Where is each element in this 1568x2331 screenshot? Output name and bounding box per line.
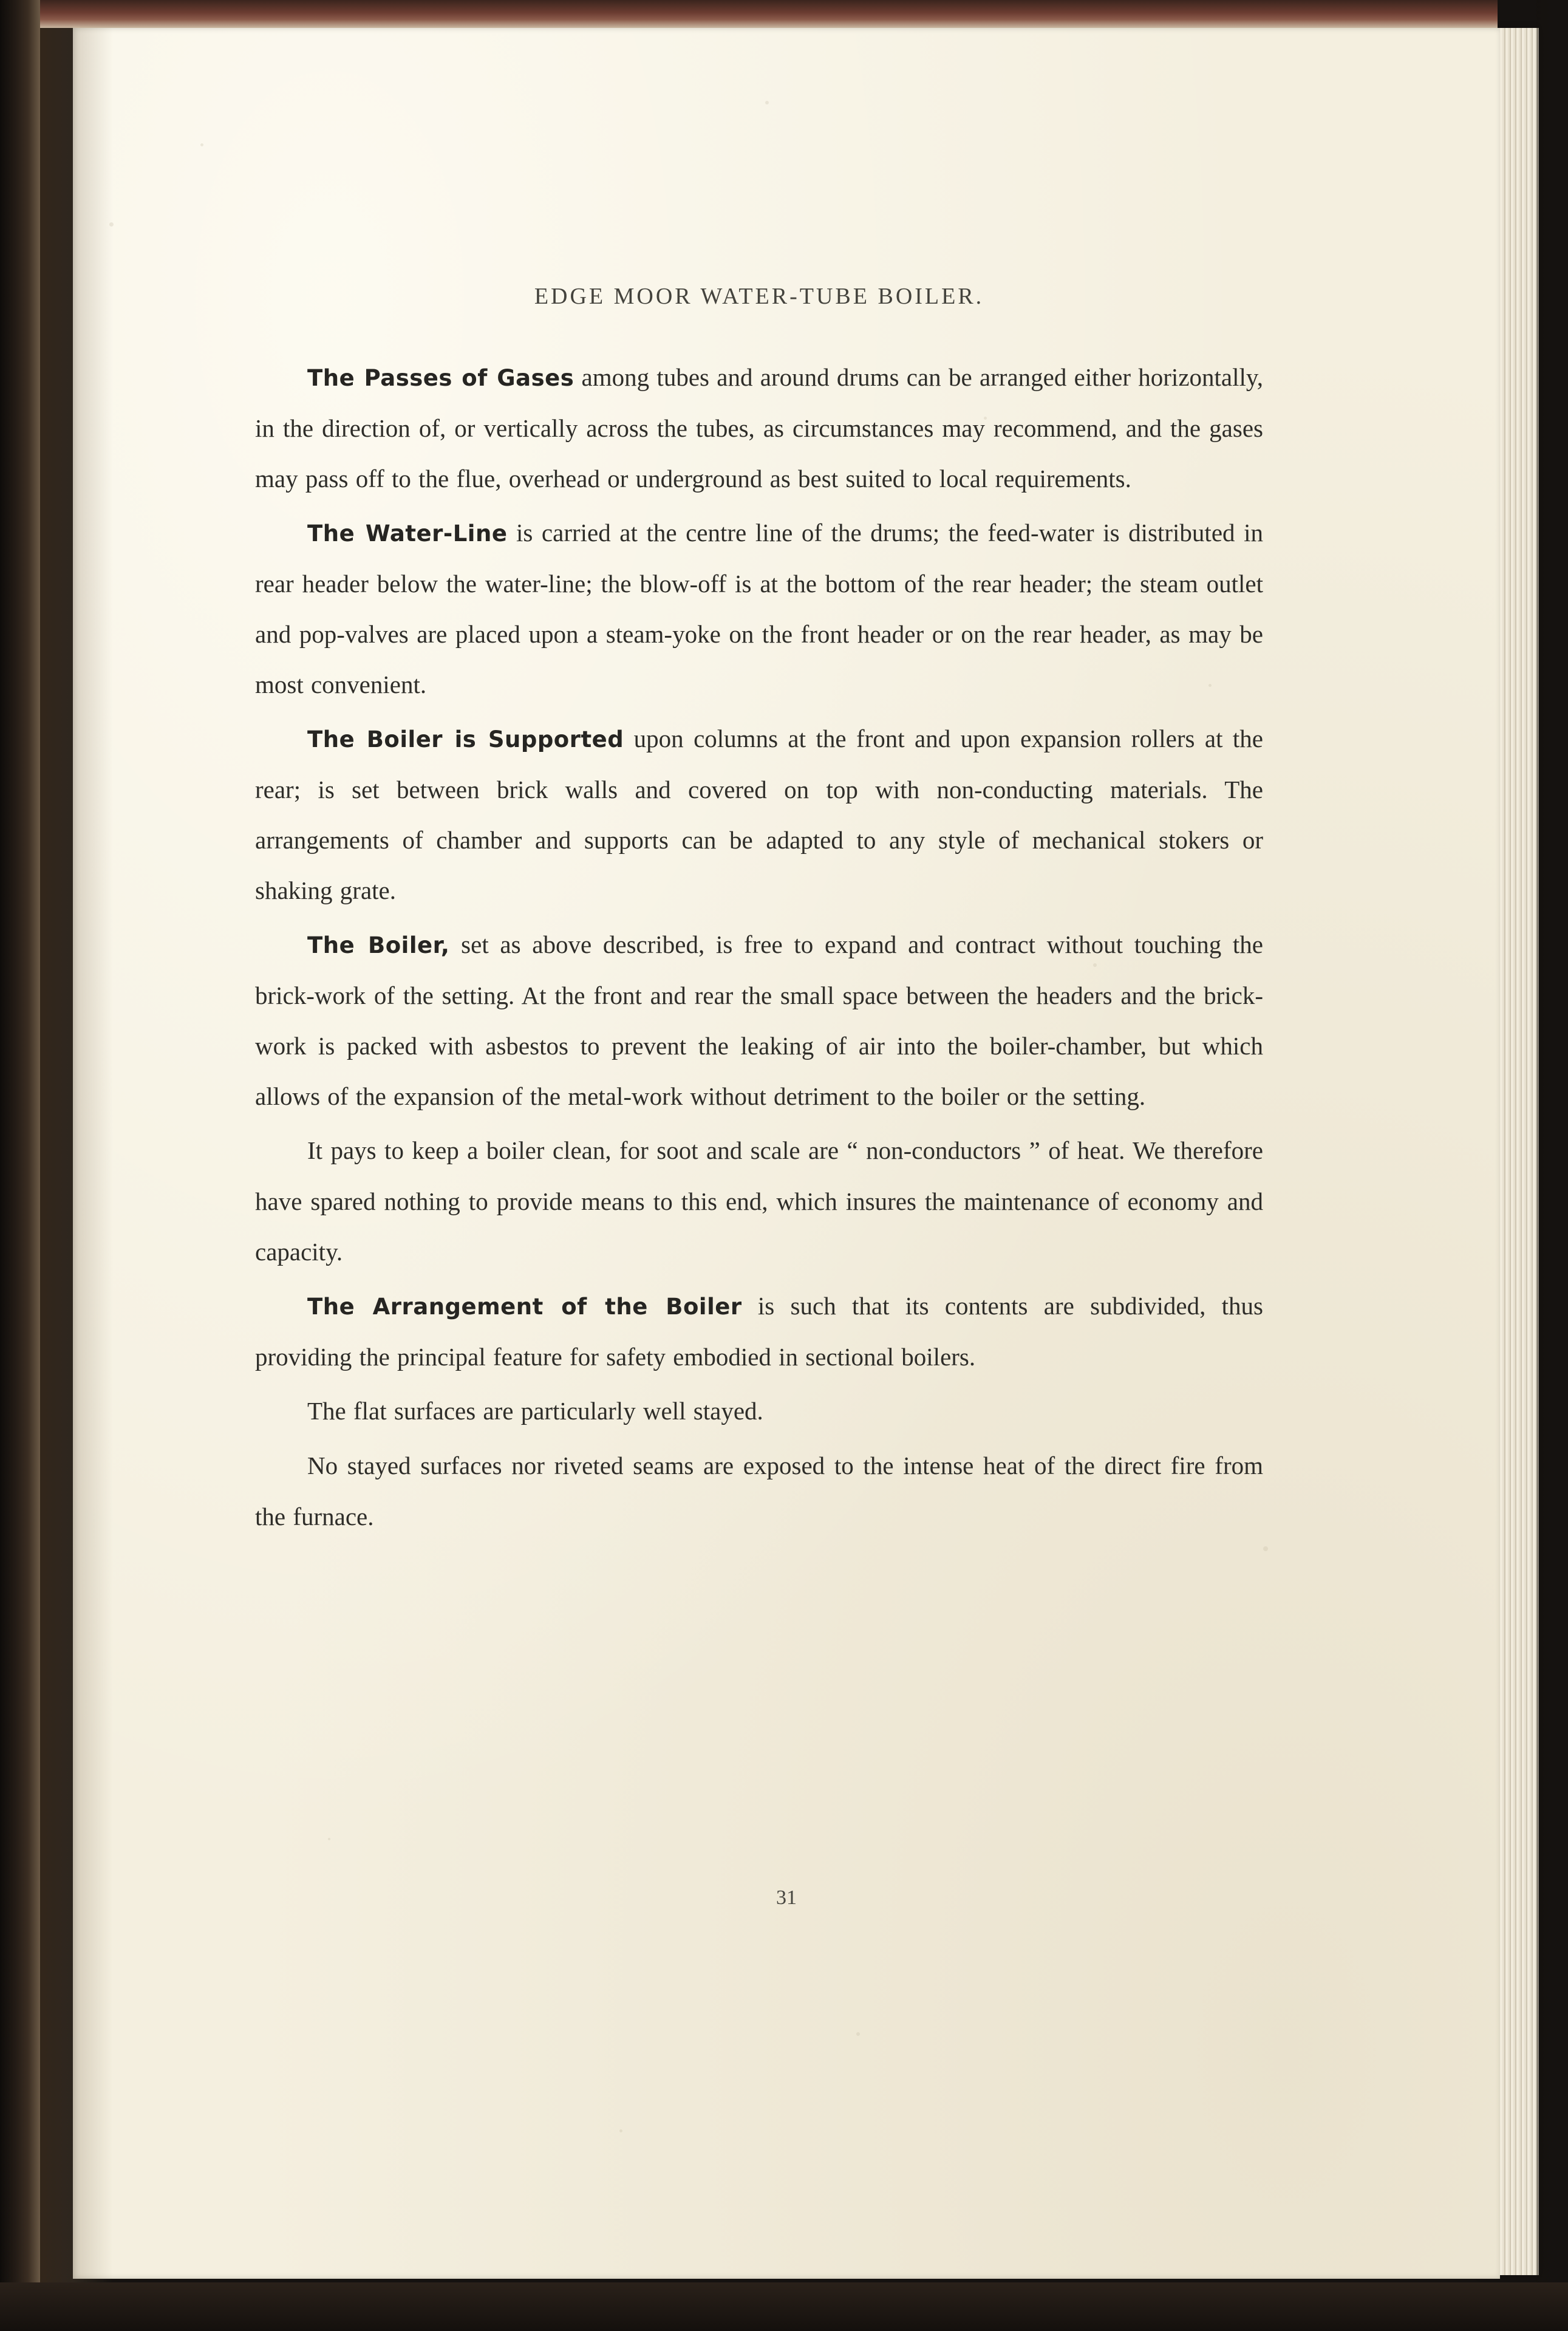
- paragraph: [255, 920, 1263, 1122]
- book-cover-top-edge: [40, 0, 1498, 28]
- paragraph-text: is carried at the centre line of the drums; the feed-water is distributed in rear header below the water-line; the blow-off is at the bottom of the rear header; the steam outlet and pop-valves are placed upon a steam-yoke on the front header or on the rear header, as may be most convenient.: [255, 519, 1263, 698]
- paragraph: [255, 508, 1263, 710]
- paragraph: [255, 352, 1263, 504]
- paragraph-text: The flat surfaces are particularly well stayed.: [307, 1397, 763, 1425]
- page-number: 31: [776, 1886, 797, 1909]
- paragraph-text: is such that its contents are subdivided, thus providing the principal feature for safety embodied in sectional boilers.: [255, 1292, 1263, 1371]
- paragraph-lead: The Passes of Gases: [307, 365, 574, 391]
- running-head: EDGE MOOR WATER-TUBE BOILER.: [534, 284, 984, 309]
- paragraph-text: No stayed surfaces nor riveted seams are exposed to the intense heat of the direct fire from the furnace.: [255, 1452, 1263, 1531]
- paragraph-lead: The Boiler is Supported: [307, 726, 624, 753]
- paragraph-lead: The Water-Line: [307, 520, 508, 547]
- paragraph-text: upon columns at the front and upon expansion rollers at the rear; is set between brick walls and covered on top with non-conducting materials. The arrangements of chamber and supports can be adapted to any style of mechanical stokers or shaking grate.: [255, 725, 1264, 904]
- book-spine: [0, 0, 40, 2331]
- paragraph: [255, 1281, 1263, 1382]
- book-page: [73, 28, 1500, 2279]
- paragraph: [255, 1386, 1263, 1437]
- paragraph-lead: The Boiler,: [307, 932, 450, 958]
- paragraph: [255, 714, 1263, 916]
- book-edge-shadow: [1536, 0, 1568, 2331]
- paragraph-text: among tubes and around drums can be arranged either horizontally, in the direction of, or vertically across the tubes, as circumstances may recommend, and the gases may pass off to the flue, overhead or underground as best suited to local requirements.: [255, 363, 1263, 493]
- paragraph-text: It pays to keep a boiler clean, for soot and scale are “ non-conductors ” of heat. We therefore have spared nothing to provide means to this end, which insures the maintenance of economy and capacity.: [255, 1136, 1263, 1266]
- paragraph-text: set as above described, is free to expand and contract without touching the brick-work of the setting. At the front and rear the small space between the headers and the brick-work is packed with asbestos to prevent the leaking of air into the boiler-chamber, but which allows of the expansion of the metal-work without detriment to the boiler or the setting.: [255, 930, 1263, 1110]
- paragraph: [255, 1125, 1263, 1277]
- text-column: [255, 283, 1263, 1542]
- paragraph-lead: The Arrangement of the Boiler: [307, 1294, 742, 1320]
- book-cover-bottom-edge: [0, 2282, 1568, 2331]
- paragraph: [255, 1441, 1263, 1542]
